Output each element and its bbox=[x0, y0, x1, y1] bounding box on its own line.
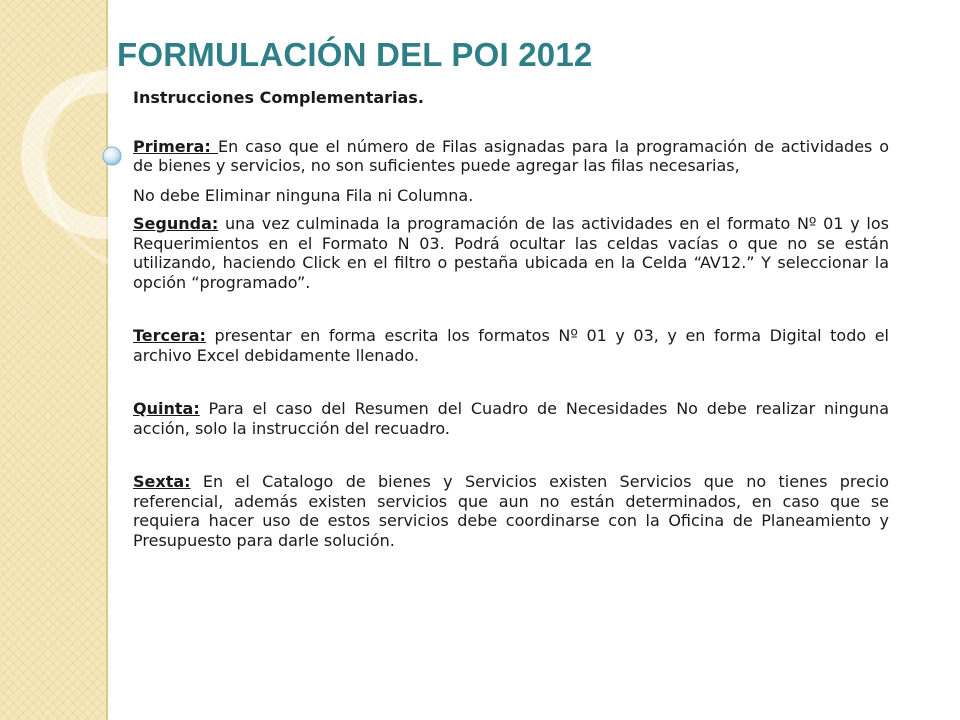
text-primera: En caso que el número de Filas asignadas para la programación de actividades o de bienes y servicios, no son suficientes puede agregar las filas necesarias, bbox=[133, 136, 889, 175]
paragraph-primera bbox=[133, 137, 889, 176]
instructions-heading: Instrucciones Complementarias. bbox=[133, 88, 424, 107]
paragraph-tercera bbox=[133, 326, 889, 365]
instructions-body bbox=[133, 88, 889, 550]
label-primera: Primera: bbox=[133, 136, 219, 156]
paragraph-segunda bbox=[133, 214, 889, 292]
paragraph-sexta bbox=[133, 472, 889, 550]
text-tercera: presentar en forma escrita los formatos Nº 01 y 03, y en forma Digital todo el archivo Excel debidamente llenado. bbox=[133, 326, 889, 365]
label-segunda: Segunda: bbox=[133, 214, 219, 233]
label-quinta: Quinta: bbox=[133, 399, 200, 418]
slide-title: FORMULACIÓN DEL POI 2012 bbox=[117, 36, 593, 73]
bullet-orb-icon bbox=[103, 147, 121, 165]
paragraph-no-eliminar bbox=[133, 186, 889, 206]
text-sexta: En el Catalogo de bienes y Servicios existen Servicios que no tienes precio referencial, además existen servicios que aun no están determinados, en caso que se requiera hacer uso de estos servicios debe coordinarse con la Oficina de Planeamiento y Presupuesto para darle solución. bbox=[133, 472, 889, 550]
paragraph-quinta bbox=[133, 399, 889, 438]
text-segunda: una vez culminada la programación de las actividades en el formato Nº 01 y los Requerimientos en el Formato N 03. Podrá ocultar las celdas vacías o que no se están utilizando, haciendo Click en el filtro o pestaña ubicada en la Celda “AV12.” Y seleccionar la opción “programado”. bbox=[133, 214, 889, 292]
text-quinta: Para el caso del Resumen del Cuadro de Necesidades No debe realizar ninguna acción, solo la instrucción del recuadro. bbox=[133, 399, 889, 438]
text-no-eliminar: No debe Eliminar ninguna Fila ni Columna. bbox=[133, 185, 474, 205]
label-tercera: Tercera: bbox=[133, 326, 206, 345]
label-sexta: Sexta: bbox=[133, 472, 191, 491]
